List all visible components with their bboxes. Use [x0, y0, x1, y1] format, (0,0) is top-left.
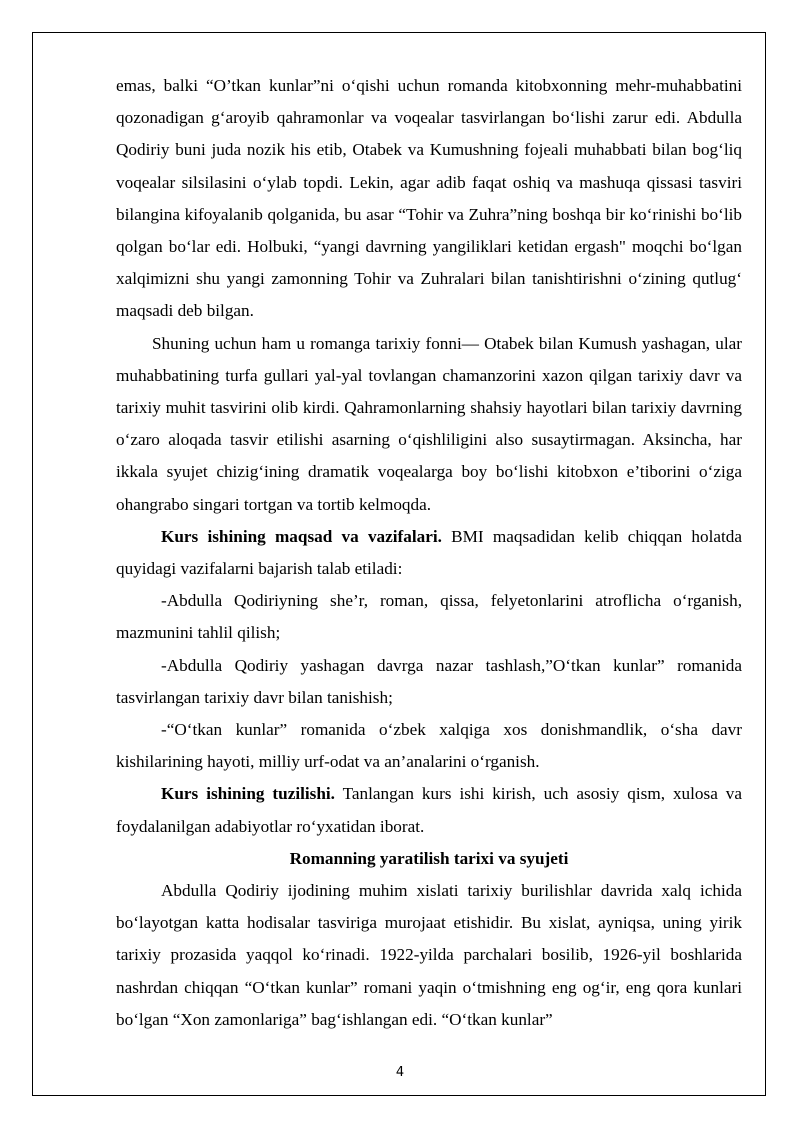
task-item-2: -Abdulla Qodiriy yashagan davrga nazar tashlash,”O‘tkan kunlar” romanida tasvirlangan tarixiy davr bilan tanishish;	[116, 655, 742, 707]
task-item-1: -Abdulla Qodiriyning she’r, roman, qissa, felyetonlarini atroflicha o‘rganish, mazmunini tahlil qilish;	[116, 591, 742, 643]
paragraph-1: emas, balki “O’tkan kunlar”ni o‘qishi uchun romanda kitobxonning mehr-muhabbatini qozonadigan g‘aroyib qahramonlar va voqealar tasvirlangan bo‘lishi zarur edi. Abdulla Qodiriy buni juda nozik his etib, Otabek va Kumushning fojeali muhabbati bilan bog‘liq voqealar silsilasini o‘ylab topdi. Lekin, agar adib faqat oshiq va mashuqa qissasi tasviri bilangina kifoyalanib qolganida, bu asar “Tohir va Zuhra”ning boshqa bir ko‘rinishi bo‘lib qolgan bo‘lar edi. Holbuki, “yangi davrning yangiliklari ketidan ergash" moqchi bo‘lgan xalqimizni shu yangi zamonning Tohir va Zuhralari bilan tanishtirishni o‘zining qutlug‘ maqsadi deb bilgan.	[116, 76, 742, 321]
paragraph-history: Abdulla Qodiriy ijodining muhim xislati tarixiy burilishlar davrida xalq ichida bo‘layotgan katta hodisalar tasviriga murojaat etishidir. Bu xislat, ayniqsa, uning yirik tarixiy prozasida yaqqol ko‘rinadi. 1922-yilda parchalari bosilib, 1926-yil boshlarida nashrdan chiqqan “O‘tkan kunlar” romani yaqin o‘tmishning eng og‘ir, eng qora kunlari bo‘lgan “Xon zamonlariga” bag‘ishlangan edi. “O‘tkan kunlar”	[116, 881, 742, 1029]
page-number: 4	[395, 1065, 405, 1080]
goals-text: BMI maqsadidan kelib chiqqan holatda quyidagi vazifalarni bajarish talab etiladi:	[116, 526, 742, 579]
structure-heading: Kurs ishining tuzilishi.	[161, 784, 335, 804]
structure-text: Tanlangan kurs ishi kirish, uch asosiy qism, xulosa va foydalanilgan adabiyotlar ro‘yxatidan iborat.	[116, 784, 742, 836]
paragraph-goals	[116, 521, 742, 585]
goals-heading: Kurs ishining maqsad va vazifalari.	[161, 526, 442, 546]
task-item-3: -“O‘tkan kunlar” romanida o‘zbek xalqiga xos donishmandlik, o‘sha davr kishilarining hayoti, milliy urf-odat va an’analarini o‘rganish.	[116, 720, 742, 772]
paragraph-structure	[116, 778, 742, 842]
section-heading: Romanning yaratilish tarixi va syujeti	[289, 848, 569, 868]
paragraph-2: Shuning uchun ham u romanga tarixiy fonni— Otabek bilan Kumush yashagan, ular muhabbatining turfa gullari yal-yal tovlangan chamanzorini xazon qilgan tarixiy davr va tarixiy muhit tasvirini olib kirdi. Qahramonlarning shahsiy hayotlari bilan tarixiy davrning o‘zaro aloqada tasvir etilishi asarning o‘qishliligini also susaytirmagan. Aksincha, har ikkala syujet chizig‘ining dramatik voqealarga boy bo‘lishi kitobxon e’tiborini o‘ziga ohangrabo singari tortgan va tortib kelmoqda.	[116, 333, 742, 514]
document-body	[116, 70, 742, 1036]
